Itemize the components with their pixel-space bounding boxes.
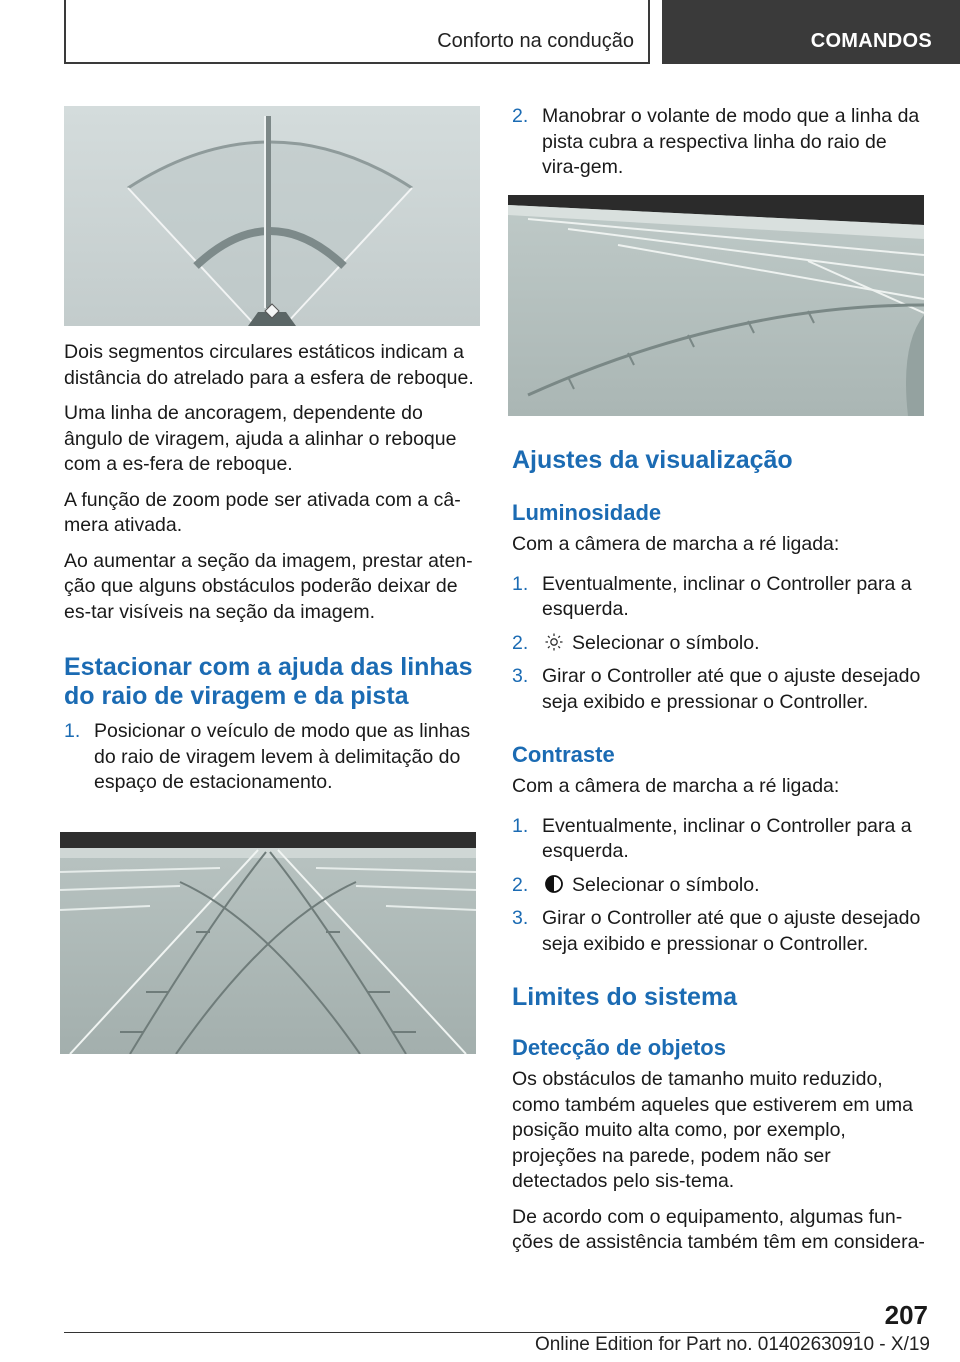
- section-heading: Estacionar com a ajuda das linhas do raio de viragem e da pista: [64, 653, 473, 710]
- subsection-heading: Contraste: [512, 742, 615, 767]
- contrast-icon: [544, 874, 564, 894]
- list-item: [512, 906, 928, 957]
- left-column: [64, 340, 480, 804]
- list-text: Posicionar o veículo de modo que as linhas do raio de viragem levem à delimitação do espaço de estacionamento.: [94, 720, 471, 793]
- list-text: Girar o Controller até que o ajuste desejado seja exibido e pressionar o Controller.: [542, 907, 921, 955]
- right-column: [512, 446, 928, 1266]
- header-chapter-title: COMANDOS: [810, 30, 932, 52]
- list-text: Eventualmente, inclinar o Controller para a esquerda.: [542, 814, 912, 862]
- subsection-heading: Detecção de objetos: [512, 1035, 726, 1060]
- paragraph: Dois segmentos circulares estáticos indicam a distância do atrelado para a esfera de reboque.: [64, 341, 474, 389]
- intro-text: Com a câmera de marcha a ré ligada:: [512, 533, 840, 555]
- list-number: 1.: [64, 720, 81, 742]
- list-number: 3.: [512, 665, 529, 687]
- list-item: [64, 719, 480, 796]
- lane-line-camera-image: [508, 195, 924, 416]
- header-section-title: Conforto na condução: [437, 30, 634, 52]
- list-item: [512, 873, 928, 899]
- list-item: [512, 664, 928, 715]
- list-text: Selecionar o símbolo.: [572, 631, 760, 654]
- list-item: [512, 572, 928, 623]
- list-item: [512, 814, 928, 865]
- list-number: 1.: [512, 572, 529, 595]
- list-text: Eventualmente, inclinar o Controller para a esquerda.: [542, 572, 912, 620]
- list-text: Girar o Controller até que o ajuste desejado seja exibido e pressionar o Controller.: [542, 665, 921, 713]
- paragraph: Ao aumentar a seção da imagem, prestar aten-ção que alguns obstáculos poderão deixar de es-tar visíveis na seção da imagem.: [64, 549, 473, 623]
- brightness-icon: [544, 632, 564, 652]
- turning-radius-camera-image: [60, 832, 476, 1054]
- page-number: 207: [884, 1300, 928, 1330]
- subsection-heading: Luminosidade: [512, 500, 662, 525]
- footer-edition: Online Edition for Part no. 01402630910 - X/19: [534, 1334, 930, 1355]
- paragraph: Os obstáculos de tamanho muito reduzido, como também aqueles que estiverem em uma posição muito alta como, por exemplo, projeções na parede, podem não ser detectados pelo sis-tema.: [512, 1068, 914, 1192]
- header-chapter-box: [662, 0, 960, 64]
- section-heading: Ajustes da visualização: [512, 446, 793, 474]
- paragraph: De acordo com o equipamento, algumas fun-ções de assistência também têm em considera-: [512, 1205, 925, 1253]
- footer-divider: [64, 1332, 860, 1333]
- list-number: 2.: [512, 873, 529, 896]
- intro-text: Com a câmera de marcha a ré ligada:: [512, 775, 840, 797]
- list-text: Manobrar o volante de modo que a linha da pista cubra a respectiva linha do raio de vira-gem.: [542, 105, 920, 178]
- header-section-box: [64, 0, 650, 64]
- list-item: [512, 104, 926, 181]
- paragraph: A função de zoom pode ser ativada com a câ-mera ativada.: [64, 488, 461, 536]
- list-number: 1.: [512, 814, 529, 837]
- list-number: 2.: [512, 631, 529, 654]
- right-column-top: [512, 104, 926, 189]
- trailer-hitch-camera-image: [64, 106, 480, 326]
- list-number: 2.: [512, 105, 529, 127]
- list-item: [512, 631, 928, 657]
- paragraph: Uma linha de ancoragem, dependente do ângulo de viragem, ajuda a alinhar o reboque com a es-fera de reboque.: [64, 402, 457, 475]
- section-heading: Limites do sistema: [512, 983, 738, 1011]
- list-text: Selecionar o símbolo.: [572, 873, 760, 896]
- list-number: 3.: [512, 907, 529, 929]
